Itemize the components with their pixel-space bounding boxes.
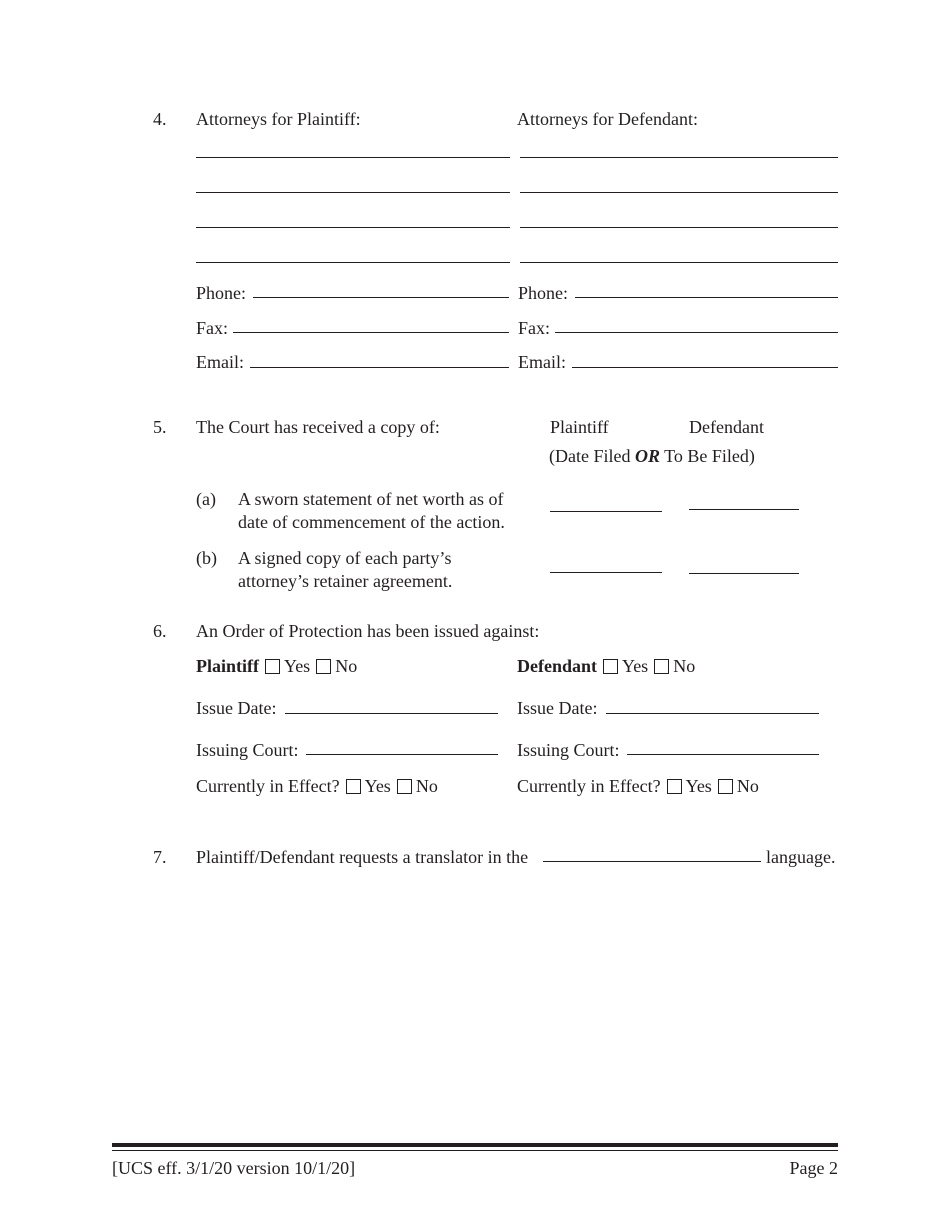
defendant-protection-row [517,656,695,676]
date-filed-note: (Date Filed OR To Be Filed) [549,446,755,466]
defendant-attorney-line-2[interactable] [520,192,838,193]
defendant-in-effect-row [517,776,759,796]
defendant-in-effect-label: Currently in Effect? [517,776,661,796]
plaintiff-fax-field[interactable] [233,332,509,333]
plaintiff-email-label: Email: [196,352,244,372]
footer-page-number: Page 2 [789,1158,838,1178]
no-label: No [335,656,358,676]
defendant-protection-yes-checkbox[interactable] [603,659,618,674]
translator-request-text: Plaintiff/Defendant requests a translator in the [196,847,529,867]
defendant-issue-date-field[interactable] [606,713,819,714]
defendant-email-label: Email: [518,352,566,372]
plaintiff-issuing-court-field[interactable] [306,754,498,755]
plaintiff-attorney-line-4[interactable] [196,262,510,263]
plaintiff-issue-date-field[interactable] [285,713,498,714]
section-7-number: 7. [153,847,167,867]
yes-label: Yes [364,776,391,796]
no-label: No [736,776,759,796]
plaintiff-phone-label: Phone: [196,283,247,303]
item-a-text-line-1: A sworn statement of net worth as of [238,489,504,509]
plaintiff-attorney-line-2[interactable] [196,192,510,193]
plaintiff-issue-date-label: Issue Date: [196,698,277,718]
section-5-heading: The Court has received a copy of: [196,417,440,437]
item-a-plaintiff-date-field[interactable] [550,511,662,512]
item-b-defendant-date-field[interactable] [689,573,799,574]
plaintiff-protection-label: Plaintiff [196,656,259,676]
defendant-protection-label: Defendant [517,656,597,676]
footer-rule-thick [112,1143,838,1147]
plaintiff-in-effect-label: Currently in Effect? [196,776,340,796]
plaintiff-protection-row [196,656,357,676]
footer-rule-thin [112,1150,838,1151]
plaintiff-in-effect-yes-checkbox[interactable] [346,779,361,794]
plaintiff-protection-no-checkbox[interactable] [316,659,331,674]
item-b-text-line-1: A signed copy of each party’s [238,548,452,568]
plaintiff-attorney-line-1[interactable] [196,157,510,158]
defendant-fax-label: Fax: [518,318,551,338]
defendant-attorneys-heading: Attorneys for Defendant: [517,109,698,129]
defendant-issue-date-label: Issue Date: [517,698,598,718]
plaintiff-attorneys-heading: Attorneys for Plaintiff: [196,109,361,129]
item-b-marker: (b) [196,548,217,568]
section-5-number: 5. [153,417,167,437]
defendant-email-field[interactable] [572,367,838,368]
defendant-attorney-line-4[interactable] [520,262,838,263]
section-6-number: 6. [153,621,167,641]
plaintiff-column-header: Plaintiff [550,417,609,437]
defendant-attorney-line-3[interactable] [520,227,838,228]
defendant-issuing-court-field[interactable] [627,754,819,755]
plaintiff-protection-yes-checkbox[interactable] [265,659,280,674]
defendant-phone-label: Phone: [518,283,569,303]
translator-language-field[interactable] [543,861,761,862]
no-label: No [673,656,696,676]
plaintiff-email-field[interactable] [250,367,509,368]
item-b-text-line-2: attorney’s retainer agreement. [238,571,453,591]
item-a-marker: (a) [196,489,216,509]
section-6-heading: An Order of Protection has been issued against: [196,621,540,641]
defendant-issuing-court-label: Issuing Court: [517,740,620,760]
plaintiff-in-effect-no-checkbox[interactable] [397,779,412,794]
yes-label: Yes [622,656,649,676]
plaintiff-issuing-court-label: Issuing Court: [196,740,299,760]
item-a-text-line-2: date of commencement of the action. [238,512,505,532]
defendant-phone-field[interactable] [575,297,838,298]
defendant-column-header: Defendant [689,417,764,437]
plaintiff-attorney-line-3[interactable] [196,227,510,228]
translator-language-suffix: language. [766,847,836,867]
footer-version: [UCS eff. 3/1/20 version 10/1/20] [112,1158,356,1178]
plaintiff-phone-field[interactable] [253,297,509,298]
defendant-fax-field[interactable] [555,332,838,333]
plaintiff-in-effect-row [196,776,438,796]
item-a-defendant-date-field[interactable] [689,509,799,510]
plaintiff-fax-label: Fax: [196,318,229,338]
item-b-plaintiff-date-field[interactable] [550,572,662,573]
section-4-number: 4. [153,109,167,129]
no-label: No [415,776,438,796]
defendant-in-effect-yes-checkbox[interactable] [667,779,682,794]
yes-label: Yes [685,776,712,796]
defendant-attorney-line-1[interactable] [520,157,838,158]
defendant-in-effect-no-checkbox[interactable] [718,779,733,794]
defendant-protection-no-checkbox[interactable] [654,659,669,674]
yes-label: Yes [284,656,311,676]
